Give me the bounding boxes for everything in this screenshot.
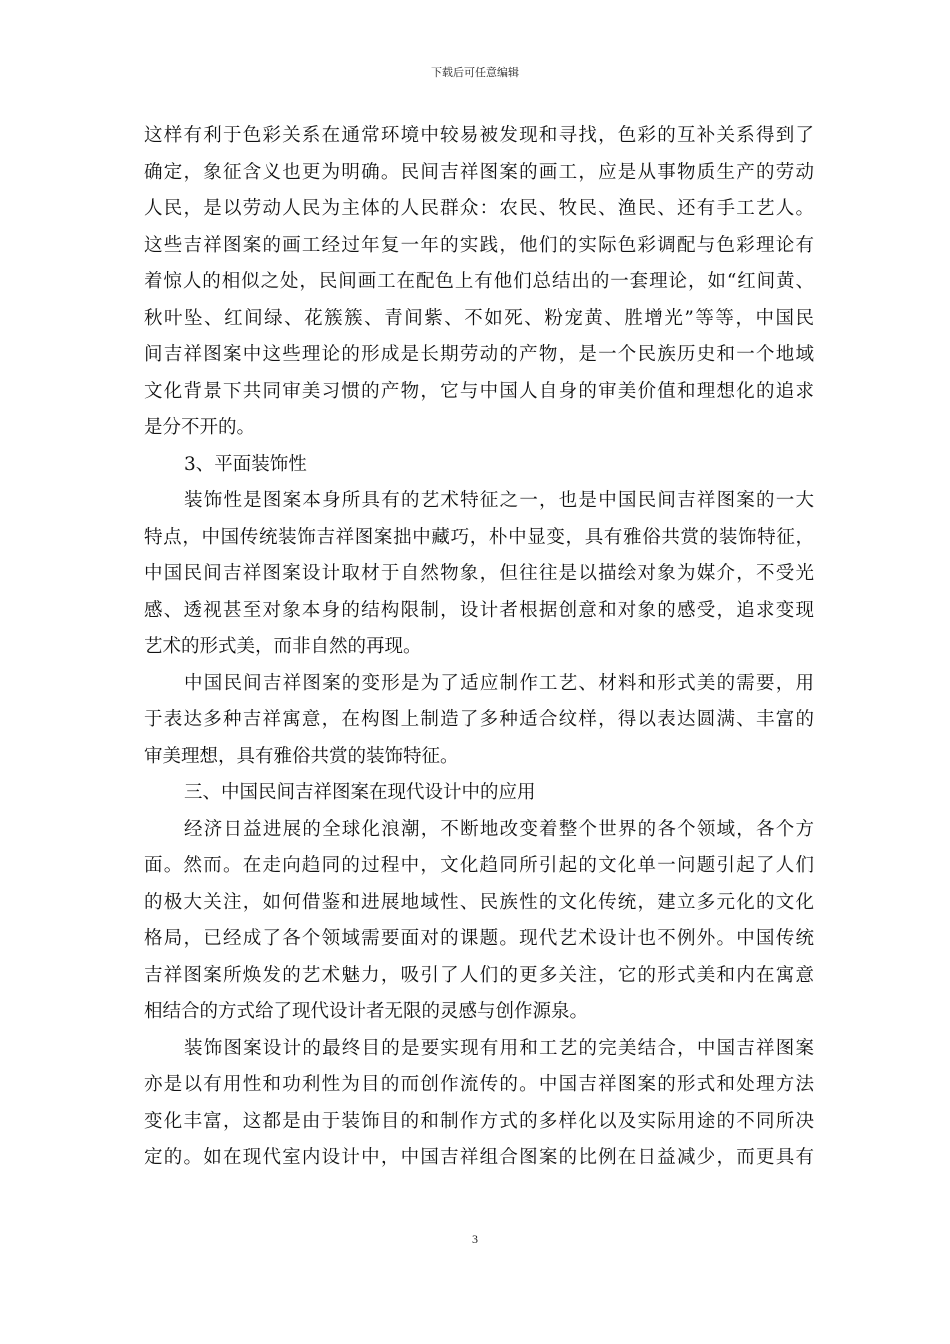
- text-line: 确定，象征含义也更为明确。民间吉祥图案的画工，应是从事物质生产的劳动: [144, 161, 814, 183]
- text-line: 审美理想，具有雅俗共赏的装饰特征。: [144, 745, 459, 767]
- text-line: 着惊人的相似之处，民间画工在配色上有他们总结出的一套理论，如“红间黄、: [144, 271, 814, 292]
- page-header: 下载后可任意编辑: [431, 66, 519, 79]
- text-line: 装饰性是图案本身所具有的艺术特征之一，也是中国民间吉祥图案的一大: [184, 490, 814, 511]
- text-line: 经济日益进展的全球化浪潮，不断地改变着整个世界的各个领域，各个方: [184, 818, 814, 840]
- text-line: 这样有利于色彩关系在通常环境中较易被发现和寻找，色彩的互补关系得到了: [144, 125, 814, 146]
- text-line: 面。然而。在走向趋同的过程中，文化趋同所引起的文化单一问题引起了人们: [144, 855, 814, 876]
- text-line: 文化背景下共同审美习惯的产物，它与中国人自身的审美价值和理想化的追求: [144, 380, 814, 402]
- page-number: 3: [472, 1232, 478, 1246]
- text-line: 这些吉祥图案的画工经过年复一年的实践，他们的实际色彩调配与色彩理论有: [144, 234, 814, 256]
- text-line: 的极大关注，如何借鉴和进展地域性、民族性的文化传统，建立多元化的文化: [144, 891, 814, 913]
- text-line: 中国民间吉祥图案设计取材于自然物象，但往往是以描绘对象为媒介，不受光: [144, 563, 814, 584]
- text-line: 吉祥图案所焕发的艺术魅力，吸引了人们的更多关注，它的形式美和内在寓意: [144, 964, 814, 986]
- text-line: 相结合的方式给了现代设计者无限的灵感与创作源泉。: [144, 1001, 589, 1022]
- text-line: 特点，中国传统装饰吉祥图案拙中藏巧，朴中显变，具有雅俗共赏的装饰特征，: [144, 526, 814, 548]
- text-line: 人民，是以劳动人民为主体的人民群众：农民、牧民、渔民、还有手工艺人。: [144, 198, 814, 219]
- text-line: 3、平面装饰性: [184, 453, 307, 475]
- text-line: 感、透视甚至对象本身的结构限制，设计者根据创意和对象的感受，追求变现: [144, 599, 814, 621]
- text-line: 是分不开的。: [144, 417, 256, 438]
- text-line: 秋叶坠、红间绿、花簇簇、青间紫、不如死、粉宠黄、胜增光”等等，中国民: [144, 307, 814, 329]
- text-line: 定的。如在现代室内设计中，中国吉祥组合图案的比例在日益减少，而更具有: [144, 1147, 814, 1168]
- text-line: 变化丰富，这都是由于装饰目的和制作方式的多样化以及实际用途的不同所决: [144, 1110, 814, 1132]
- text-line: 三、中国民间吉祥图案在现代设计中的应用: [184, 782, 536, 803]
- text-line: 艺术的形式美，而非自然的再现。: [144, 636, 422, 657]
- text-line: 于表达多种吉祥寓意，在构图上制造了多种适合纹样，得以表达圆满、丰富的: [144, 709, 814, 730]
- body-text: [144, 118, 814, 1177]
- text-line: 中国民间吉祥图案的变形是为了适应制作工艺、材料和形式美的需要，用: [184, 672, 814, 694]
- text-line: 装饰图案设计的最终目的是要实现有用和工艺的完美结合，中国吉祥图案: [184, 1037, 814, 1059]
- text-line: 间吉祥图案中这些理论的形成是长期劳动的产物，是一个民族历史和一个地域: [144, 344, 814, 365]
- text-line: 亦是以有用性和功利性为目的而创作流传的。中国吉祥图案的形式和处理方法: [144, 1074, 814, 1095]
- text-line: 格局，已经成了各个领域需要面对的课题。现代艺术设计也不例外。中国传统: [144, 928, 814, 949]
